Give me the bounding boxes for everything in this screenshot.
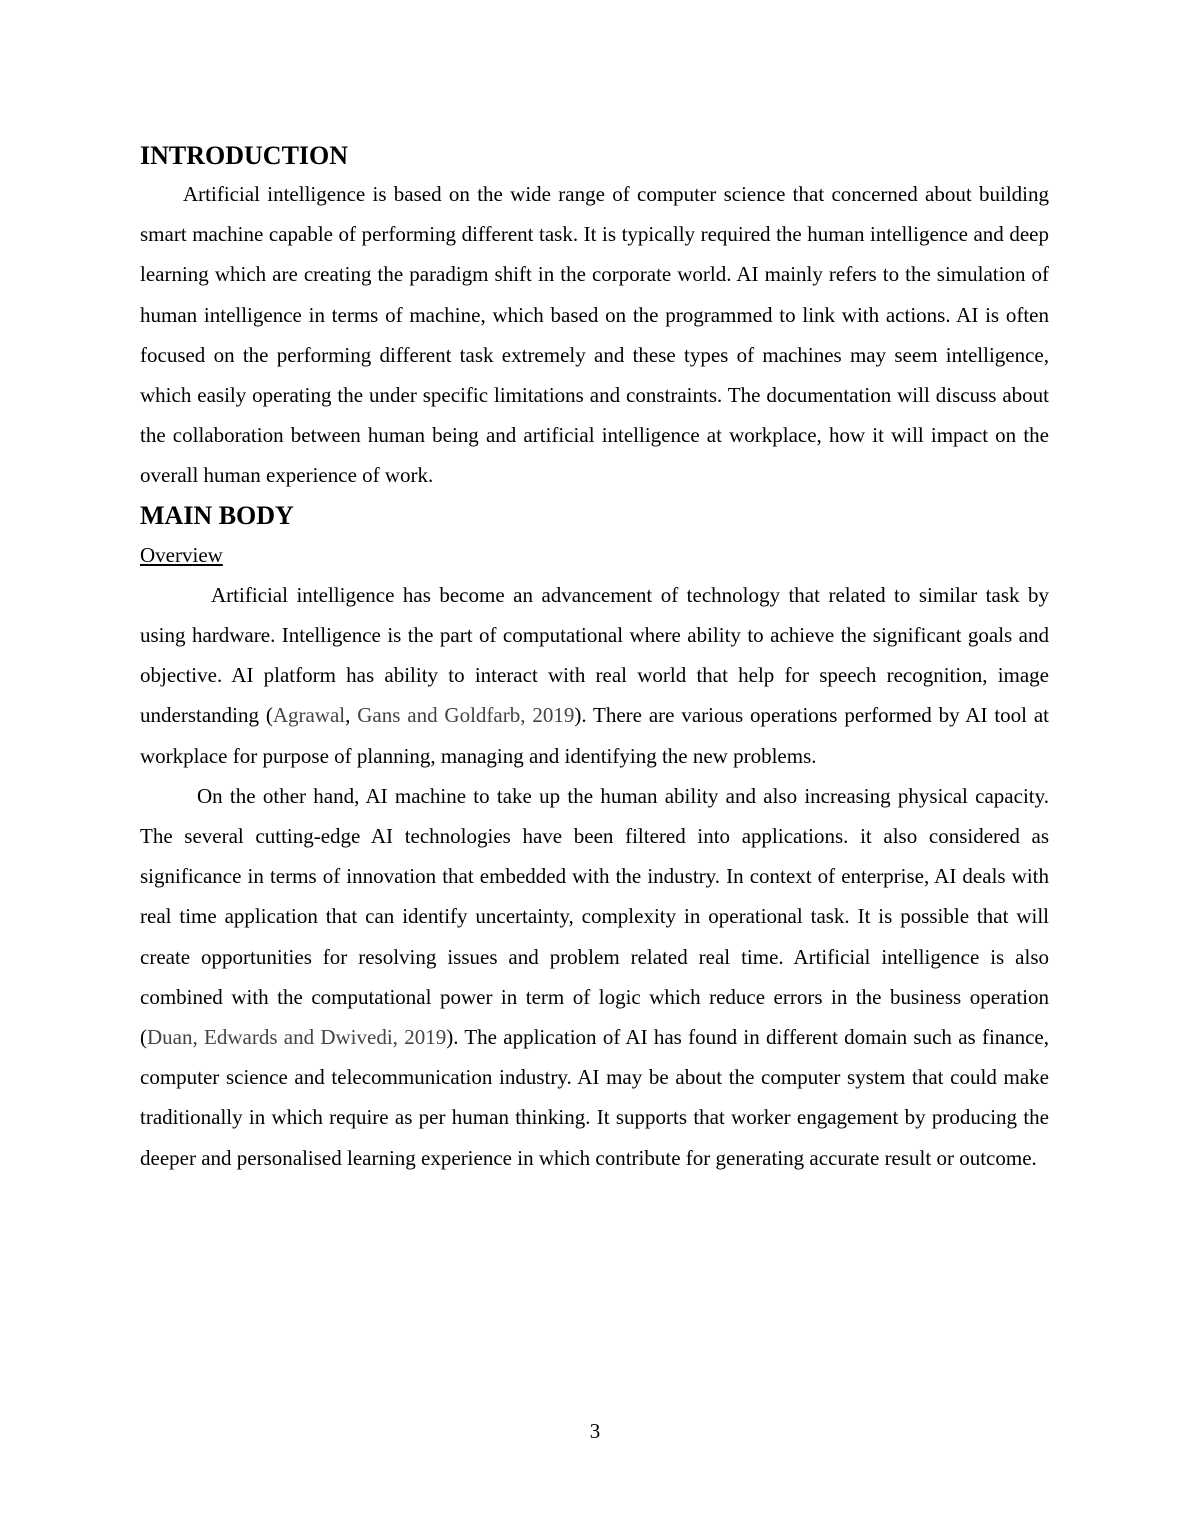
paragraph-text: Artificial intelligence has become an advancement of technology that related to similar task by using hardware. Intelligence is the part of computational where ability to achieve the significant goals and objective. AI platform has ability to interact with real world that help for speech recognition, image understanding (	[140, 582, 1049, 728]
citation-duan-edwards-dwivedi: Duan, Edwards and Dwivedi, 2019	[147, 1025, 447, 1050]
main-body-heading: MAIN BODY	[140, 500, 294, 530]
page-content	[140, 140, 1049, 1178]
page-number: 3	[589, 1419, 601, 1443]
introduction-paragraph: Artificial intelligence is based on the wide range of computer science that concerned about building smart machine capable of performing different task. It is typically required the human intelligence and deep learning which are creating the paradigm shift in the corporate world. AI mainly refers to the simulation of human intelligence in terms of machine, which based on the programmed to link with actions. AI is often focused on the performing different task extremely and these types of machines may seem intelligence, which easily operating the under specific limitations and constraints. The documentation will discuss about the collaboration between human being and artificial intelligence at workplace, how it will impact on the overall human experience of work.	[140, 182, 1049, 488]
introduction-heading: INTRODUCTION	[140, 141, 349, 170]
paragraph-text: On the other hand, AI machine to take up the human ability and also increasing physical capacity. The several cutting-edge AI technologies have been filtered into applications. it also considered as significance in terms of innovation that embedded with the industry. In context of enterprise, AI deals with real time application that can identify uncertainty, complexity in operational task. It is possible that will create opportunities for resolving issues and problem related real time. Artificial intelligence is also combined with the computational power in term of logic which reduce errors in the business operation (	[140, 783, 1049, 1050]
paragraph-text: ). The application of AI has found in different domain such as finance, computer science and telecommunication industry. AI may be about the computer system that could make traditionally in which require as per human thinking. It supports that worker engagement by producing the deeper and personalised learning experience in which contribute for generating accurate result or outcome.	[140, 1025, 1050, 1170]
citation-gans-goldfarb: Gans and Goldfarb, 2019	[357, 703, 575, 728]
citation-separator: ,	[345, 703, 358, 728]
overview-subheading: Overview	[140, 542, 223, 567]
citation-agrawal: Agrawal	[272, 703, 346, 728]
overview-paragraph-2	[140, 776, 1049, 1178]
overview-paragraph-1	[140, 575, 1049, 776]
paragraph-text: ). There are various operations performed by AI tool at workplace for purpose of planning, managing and identifying the new problems.	[140, 703, 1049, 768]
